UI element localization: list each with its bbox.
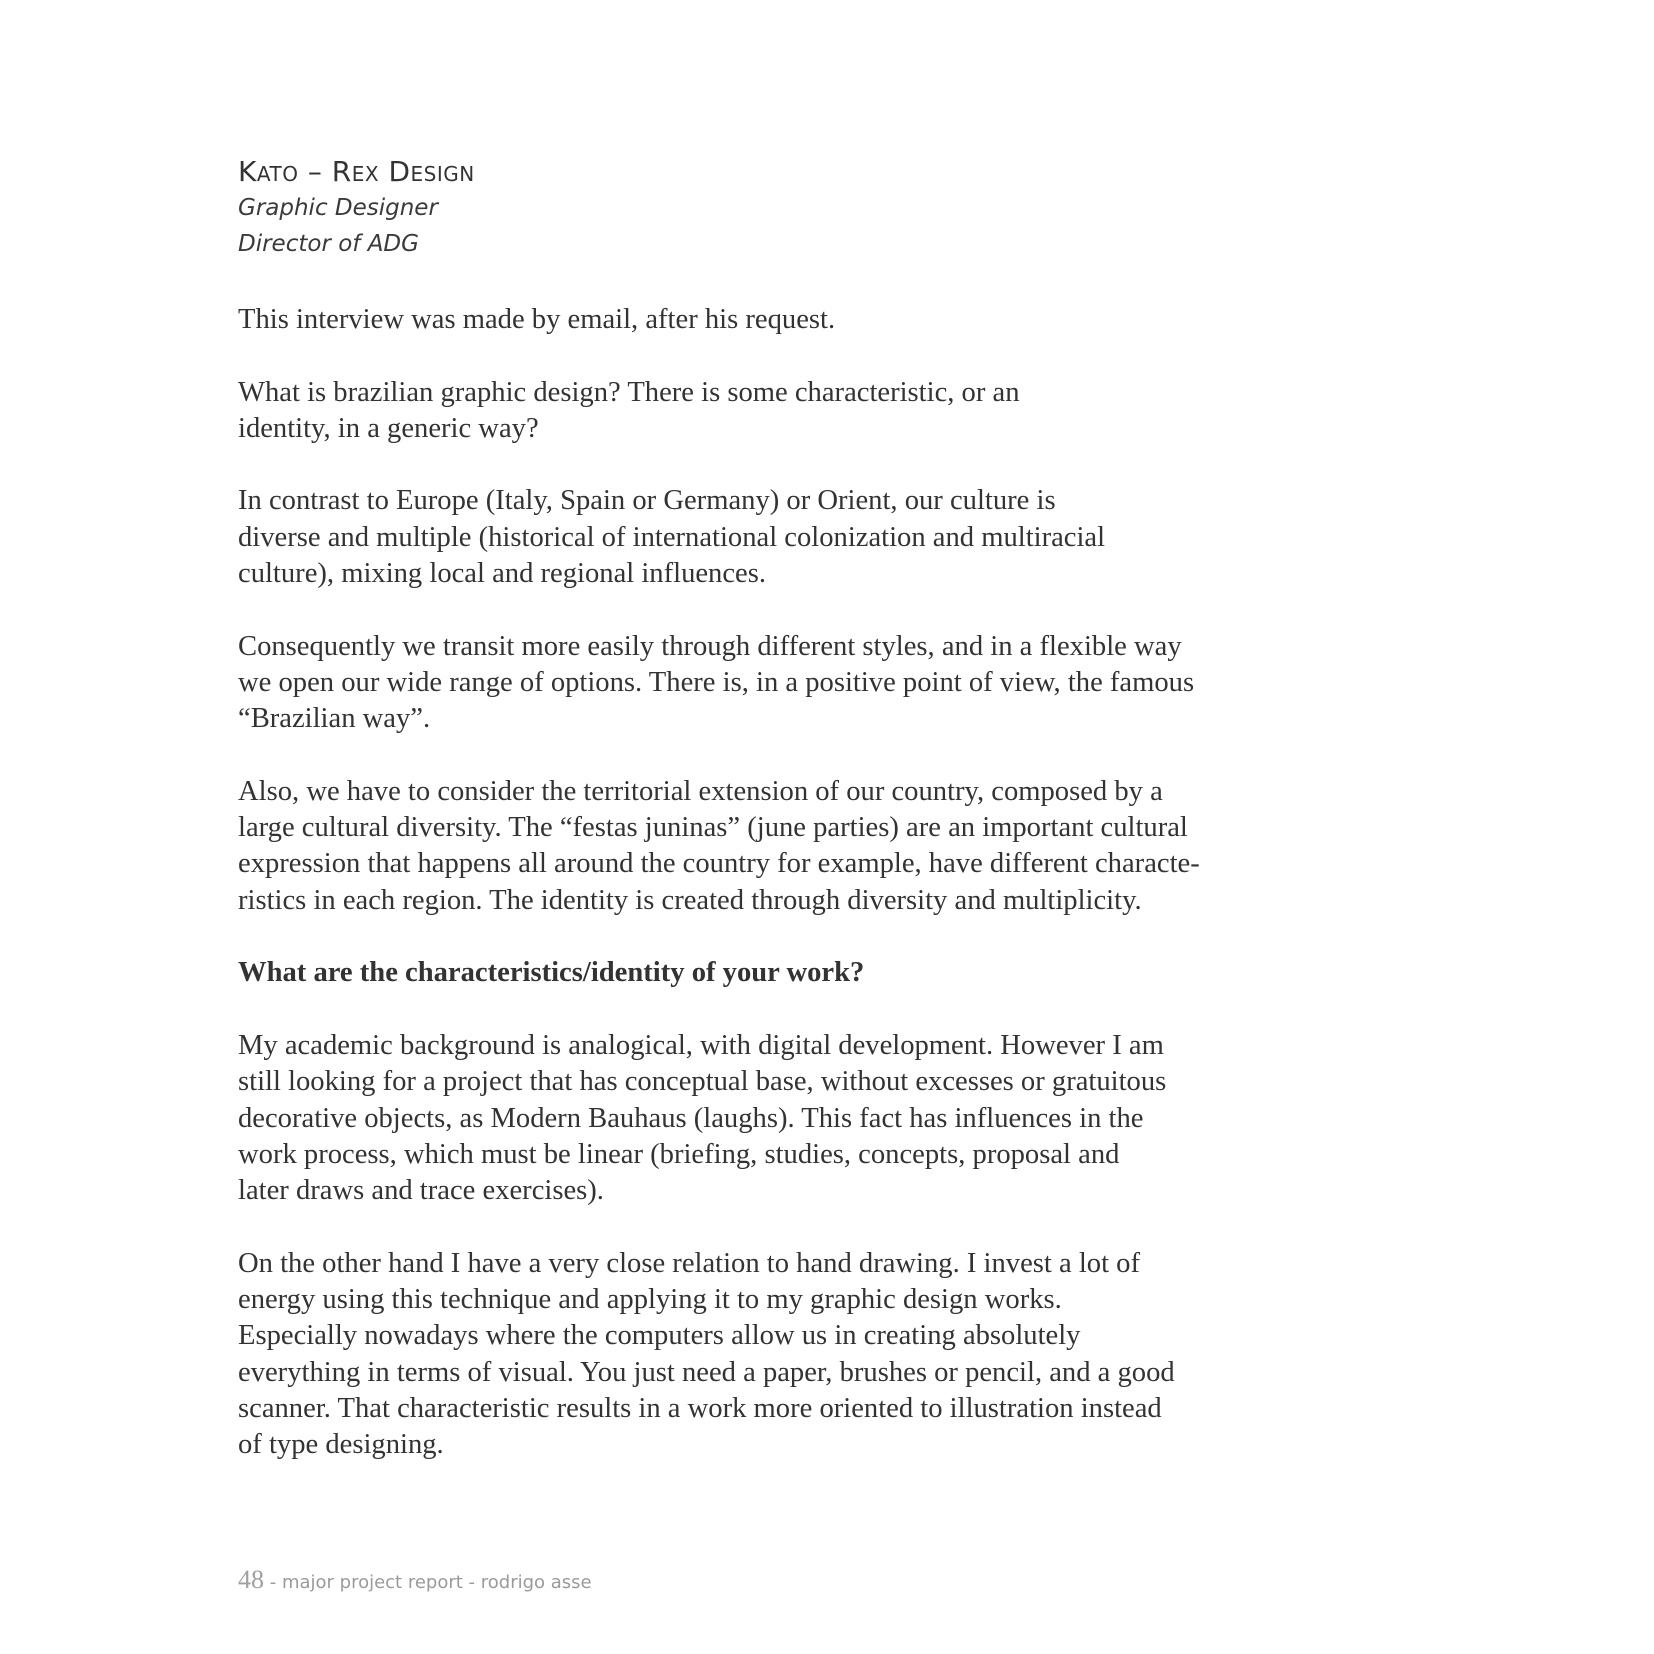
question-heading: What are the characteristics/identity of your work?	[238, 957, 865, 989]
article-body	[238, 302, 1238, 1464]
intro-paragraph: This interview was made by email, after his request.	[238, 304, 836, 335]
answer-paragraph: Also, we have to consider the territorial extension of our country, composed by a large cultural diversity. The “festas juninas” (june parties) are an important cultural expression that happens all around the country for example, have different characte-ristics in each region. The identity is created through diversity and multiplicity.	[238, 775, 1200, 916]
page-footer	[238, 1565, 592, 1595]
footer-label: - major project report - rodrigo asse	[264, 1572, 592, 1593]
interviewee-role-1: Graphic Designer	[238, 195, 438, 221]
interviewee-role-2: Director of ADG	[238, 231, 419, 257]
answer-paragraph: In contrast to Europe (Italy, Spain or Germany) or Orient, our culture is diverse and multiple (historical of international colonization and multiracial culture), mixing local and regional influences.	[238, 485, 1106, 590]
spacer	[238, 262, 1238, 302]
answer-paragraph: Consequently we transit more easily through different styles, and in a flexible way we open our wide range of options. There is, in a positive point of view, the famous “Brazilian way”.	[238, 630, 1195, 735]
page-content	[238, 154, 1238, 1500]
question-paragraph: What is brazilian graphic design? There is some characteristic, or an identity, in a generic way?	[238, 376, 1020, 444]
page-number: 48	[238, 1565, 264, 1594]
interviewee-name: Kato – Rex Design	[238, 155, 475, 188]
answer-paragraph: On the other hand I have a very close relation to hand drawing. I invest a lot of energy using this technique and applying it to my graphic design works. Especially nowadays where the computers allow us in creating absolutely everything in terms of visual. You just need a paper, brushes or pencil, and a good scanner. That characteristic results in a work more oriented to illustration instead of type designing.	[238, 1247, 1175, 1461]
answer-paragraph: My academic background is analogical, with digital development. However I am still looking for a project that has conceptual base, without excesses or gratuitous decorative objects, as Modern Bauhaus (laughs). This fact has influences in the work process, which must be linear (briefing, studies, concepts, proposal and later draws and trace exercises).	[238, 1029, 1167, 1207]
